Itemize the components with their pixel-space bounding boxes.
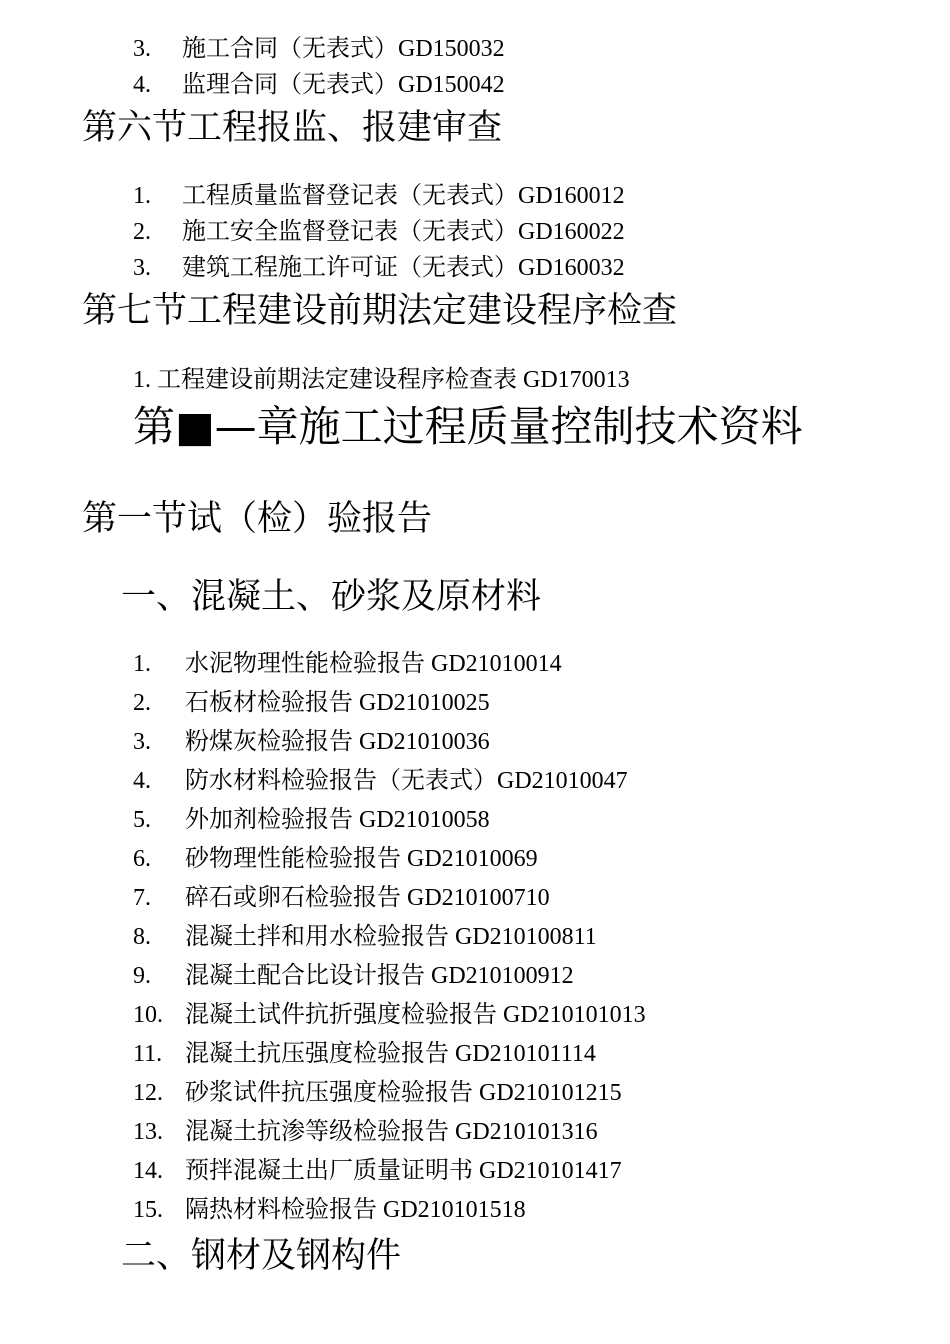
list-text: 监理合同（无表式）GD150042 (182, 72, 505, 98)
list-text: 混凝土抗渗等级检验报告 GD210101316 (185, 1119, 598, 1145)
list-item: 1. 工程建设前期法定建设程序检查表 GD170013 (133, 367, 630, 393)
list-text: 施工安全监督登记表（无表式）GD160022 (182, 219, 625, 245)
list-text: 施工合同（无表式）GD150032 (182, 36, 505, 62)
list-text: 水泥物理性能检验报告 GD21010014 (185, 651, 562, 677)
list-number: 2. (133, 690, 151, 716)
list-text: 混凝土试件抗折强度检验报告 GD210101013 (185, 1002, 646, 1028)
list-number: 1. (133, 183, 151, 209)
list-number: 15. (133, 1197, 163, 1223)
list-number: 12. (133, 1080, 163, 1106)
list-text: 混凝土拌和用水检验报告 GD210100811 (185, 924, 597, 950)
list-number: 3. (133, 729, 151, 755)
list-number: 13. (133, 1119, 163, 1145)
list-number: 1. (133, 651, 151, 677)
list-number: 3. (133, 36, 151, 62)
list-text: 外加剂检验报告 GD21010058 (185, 807, 490, 833)
section-heading: 第一节试（检）验报告 (82, 499, 433, 539)
list-text: 砂物理性能检验报告 GD21010069 (185, 846, 538, 872)
list-number: 5. (133, 807, 151, 833)
list-text: 混凝土配合比设计报告 GD210100912 (185, 963, 574, 989)
list-text: 建筑工程施工许可证（无表式）GD160032 (182, 255, 625, 281)
list-number: 4. (133, 768, 151, 794)
list-number: 3. (133, 255, 151, 281)
list-text: 粉煤灰检验报告 GD21010036 (185, 729, 490, 755)
list-number: 4. (133, 72, 151, 98)
section-heading: 第七节工程建设前期法定建设程序检查 (82, 291, 678, 331)
list-text: 工程质量监督登记表（无表式）GD160012 (182, 183, 625, 209)
list-number: 10. (133, 1002, 163, 1028)
list-number: 7. (133, 885, 151, 911)
list-number: 14. (133, 1158, 163, 1184)
list-text: 石板材检验报告 GD21010025 (185, 690, 490, 716)
list-text: 预拌混凝土出厂质量证明书 GD210101417 (185, 1158, 622, 1184)
subsection-heading: 一、混凝土、砂浆及原材料 (121, 577, 542, 617)
list-number: 11. (133, 1041, 163, 1067)
list-number: 6. (133, 846, 151, 872)
section-heading: 第六节工程报监、报建审查 (82, 108, 503, 148)
list-text: 混凝土抗压强度检验报告 GD210101114 (185, 1041, 596, 1067)
list-number: 8. (133, 924, 151, 950)
list-number: 9. (133, 963, 151, 989)
list-number: 2. (133, 219, 151, 245)
list-text: 碎石或卵石检验报告 GD210100710 (185, 885, 550, 911)
list-text: 砂浆试件抗压强度检验报告 GD210101215 (185, 1080, 622, 1106)
subsection-heading: 二、钢材及钢构件 (121, 1236, 402, 1276)
list-text: 隔热材料检验报告 GD210101518 (185, 1197, 526, 1223)
list-text: 防水材料检验报告（无表式）GD21010047 (185, 768, 628, 794)
chapter-heading: 第■—章施工过程质量控制技术资料 (133, 402, 803, 451)
